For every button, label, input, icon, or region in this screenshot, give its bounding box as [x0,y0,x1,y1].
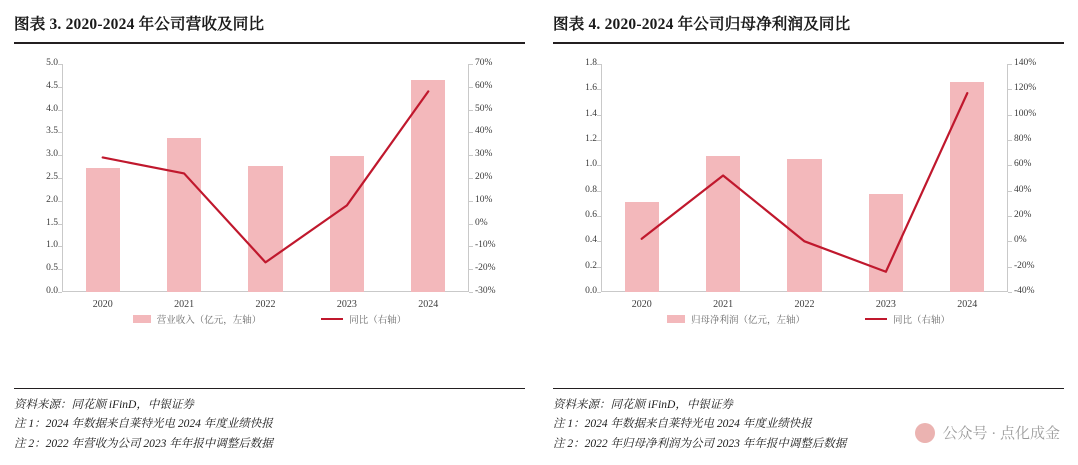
left-axis-tick-label: 0.2 [585,260,597,271]
right-axis-tick-mark [469,269,473,270]
right-axis-tick-label: 0% [475,217,488,228]
right-axis-tick-label: 40% [1014,184,1032,195]
footnote-1: 注 1：2024 年数据来自莱特光电 2024 年度业绩快报 [14,418,273,431]
x-axis-category-label: 2020 [92,299,113,310]
right-axis-tick-mark [469,155,473,156]
page-title: 图表 4. 2020-2024 年公司归母净利润及同比 [553,16,851,33]
right-axis-tick-label: -40% [1014,286,1035,296]
left-axis-tick-mark [58,292,62,293]
right-axis-tick-label: 20% [475,172,493,182]
x-axis-category-label: 2023 [336,299,357,310]
left-axis-tick-label: 0.4 [585,235,597,246]
right-axis-tick-mark [1008,140,1012,141]
left-axis-tick-label: 0.5 [46,263,58,274]
x-axis-category-label: 2022 [794,299,815,310]
right-axis-tick-mark [469,64,473,65]
legend-line-swatch-icon [321,318,343,320]
legend-item[interactable] [321,312,406,326]
right-axis-tick-label: 70% [475,58,493,68]
plot-area [585,58,1037,310]
left-axis-tick-label: 1.8 [585,58,597,68]
right-axis-tick-label: 40% [475,126,493,137]
right-axis-tick-label: 60% [1014,159,1032,170]
figure-footnotes [14,388,525,455]
footnote-source: 资料来源：同花顺 iFinD，中银证券 [553,398,733,411]
footnote-2: 注 2：2022 年营收为公司 2023 年年报中调整后数据 [14,438,273,451]
legend-item[interactable] [133,312,262,326]
right-axis-tick-mark [469,87,473,88]
line-series [62,64,469,292]
right-axis-tick-label: 100% [1014,108,1037,119]
right-axis-tick-mark [1008,115,1012,116]
right-axis-tick-label: 50% [475,103,493,114]
figure-footnotes [553,388,1064,455]
legend-item[interactable] [865,312,950,326]
left-axis-tick-label: 4.0 [46,103,58,114]
right-axis-tick-mark [1008,267,1012,268]
left-axis-tick-label: 5.0 [46,58,58,68]
legend-label: 营业收入（亿元，左轴） [156,316,262,326]
right-axis-tick-mark [469,178,473,179]
footnote-source: 资料来源：同花顺 iFinD，中银证券 [14,398,194,411]
plot-area [46,58,496,310]
footer-divider [553,388,1064,389]
left-axis-tick-label: 1.2 [585,134,597,144]
footnote-1: 注 1：2024 年数据来自莱特光电 2024 年度业绩快报 [553,418,812,431]
left-axis-tick-label: 3.0 [46,149,58,160]
title-divider [14,42,525,44]
right-axis-tick-mark [469,292,473,293]
right-axis-tick-mark [1008,165,1012,166]
left-axis-tick-label: 1.4 [585,108,597,119]
left-axis-tick-label: 0.0 [46,286,58,296]
right-axis-tick-label: 60% [475,80,493,91]
right-axis-tick-label: -10% [475,240,496,251]
right-axis-tick-label: 0% [1014,235,1027,246]
left-axis-tick-label: 1.6 [585,83,597,94]
left-axis-tick-label: 0.0 [585,286,597,296]
x-axis-category-label: 2023 [875,299,896,310]
footer-divider [14,388,525,389]
legend-bar-swatch-icon [133,315,151,323]
left-axis-tick-label: 2.5 [46,172,58,182]
right-axis-tick-label: 20% [1014,210,1032,220]
left-axis-tick-label: 3.5 [46,126,58,137]
x-axis-category-label: 2024 [957,299,978,310]
left-axis-tick-label: 1.0 [46,240,58,251]
right-axis-tick-mark [1008,191,1012,192]
left-axis-tick-label: 2.0 [46,194,58,205]
left-axis-tick-label: 4.5 [46,80,58,91]
x-axis-category-label: 2024 [418,299,439,310]
footnote-2: 注 2：2022 年归母净利润为公司 2023 年年报中调整后数据 [553,438,847,451]
left-axis-tick-label: 1.0 [585,159,597,170]
right-axis-tick-mark [469,201,473,202]
right-axis-tick-label: 10% [475,194,493,205]
right-axis-tick-mark [469,224,473,225]
title-divider [553,42,1064,44]
right-axis-tick-mark [1008,241,1012,242]
right-axis-tick-label: 120% [1014,83,1037,94]
legend-line-swatch-icon [865,318,887,320]
x-axis-category-label: 2021 [713,299,734,310]
legend-bar-swatch-icon [667,315,685,323]
x-axis-category-label: 2020 [631,299,652,310]
right-axis-tick-label: -30% [475,286,496,296]
line-series [601,64,1008,292]
x-axis-category-label: 2021 [174,299,195,310]
legend-label: 同比（右轴） [349,316,407,326]
right-axis-tick-mark [469,110,473,111]
right-axis-tick-mark [469,246,473,247]
right-axis-tick-label: -20% [1014,260,1035,271]
x-axis-category-label: 2022 [255,299,276,310]
right-axis-tick-mark [1008,216,1012,217]
right-axis-tick-mark [1008,64,1012,65]
right-axis-tick-label: -20% [475,263,496,274]
left-axis-tick-mark [597,292,601,293]
right-axis-tick-label: 80% [1014,134,1032,144]
chart-legend [14,312,525,326]
figure-panel-net-profit [539,0,1078,465]
chart-revenue [14,50,525,350]
left-axis-tick-label: 0.8 [585,184,597,195]
legend-label: 同比（右轴） [893,316,951,326]
left-axis-tick-label: 0.6 [585,210,597,220]
right-axis-tick-mark [469,132,473,133]
right-axis-tick-mark [1008,292,1012,293]
legend-item[interactable] [667,312,805,326]
chart-legend [553,312,1064,326]
page-title: 图表 3. 2020-2024 年公司营收及同比 [14,16,265,33]
legend-label: 归母净利润（亿元，左轴） [690,316,805,326]
right-axis-tick-label: 30% [475,149,493,160]
left-axis-tick-label: 1.5 [46,217,58,228]
right-axis-tick-label: 140% [1014,58,1037,68]
right-axis-tick-mark [1008,89,1012,90]
chart-net-profit [553,50,1064,350]
watermark-text: 公众号 · 点化成金 [942,426,1060,442]
